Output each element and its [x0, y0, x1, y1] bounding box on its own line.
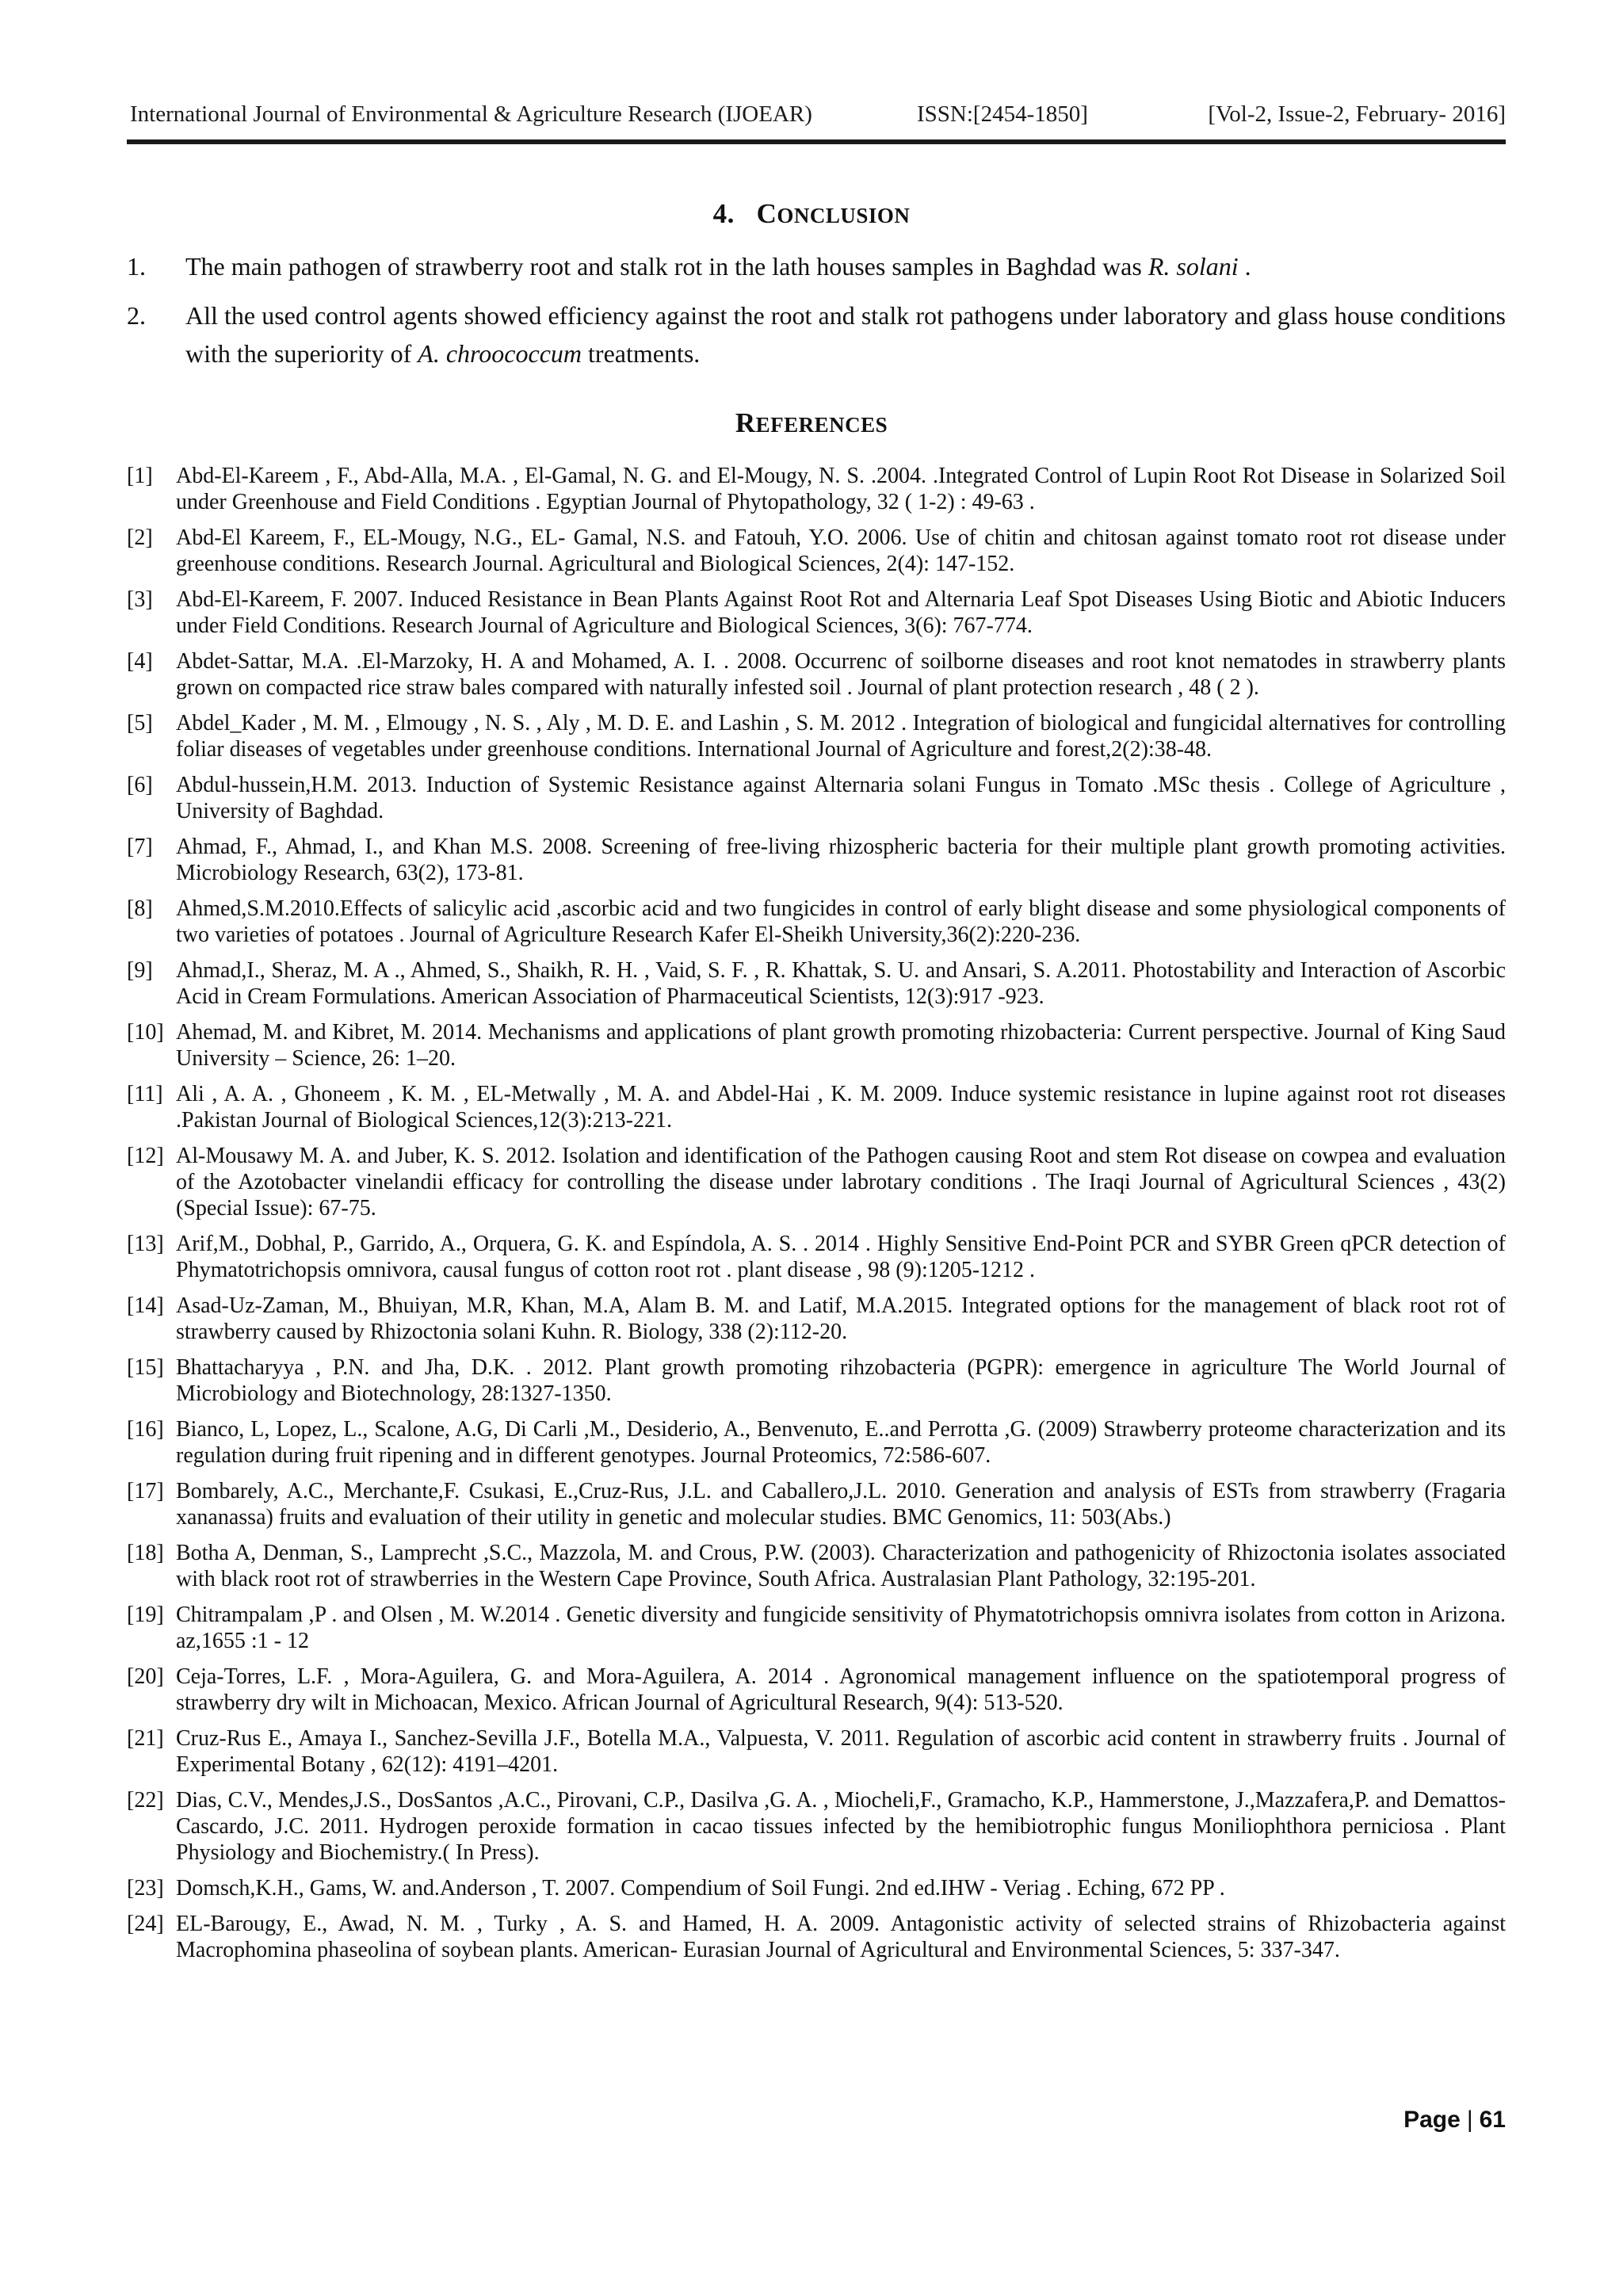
reference-number: [18] [127, 1541, 164, 1565]
reference-number: [3] [127, 587, 153, 612]
reference-text: Abd-El-Kareem , F., Abd-Alla, M.A. , El-Gamal, N. G. and El-Mougy, N. S. .2004. .Integrated Control of Lupin Root Rot Disease in Solarized Soil under Greenhouse and Field Conditions . Egyptian Journal of Phytopathology, 32 ( 1-2) : 49-63 . [176, 464, 1506, 514]
reference-number: [1] [127, 464, 153, 488]
page-number [1403, 2107, 1506, 2134]
reference-item [127, 1875, 1506, 1901]
reference-number: [21] [127, 1726, 164, 1751]
reference-number: [5] [127, 711, 153, 735]
reference-text: Ali , A. A. , Ghoneem , K. M. , EL-Metwally , M. A. and Abdel-Hai , K. M. 2009. Induce systemic resistance in lupine against root rot diseases .Pakistan Journal of Biological Sciences,12(3):213-221. [176, 1082, 1506, 1133]
reference-text: Abdel_Kader , M. M. , Elmougy , N. S. , Aly , M. D. E. and Lashin , S. M. 2012 . Integration of biological and fungicidal alternatives for controlling foliar diseases of vegetables under greenhouse conditions. International Journal of Agriculture and forest,2(2):38-48. [176, 711, 1506, 762]
reference-number: [4] [127, 649, 153, 674]
heading-initial: R [735, 407, 756, 438]
reference-item [127, 1416, 1506, 1469]
reference-number: [22] [127, 1788, 164, 1813]
reference-item [127, 896, 1506, 948]
heading-initial: C [756, 198, 777, 229]
reference-text: Chitrampalam ,P . and Olsen , M. W.2014 . Genetic diversity and fungicide sensitivity of Phymatotrichopsis omnivra isolates from cotton in Arizona. az,1655 :1 - 12 [176, 1603, 1506, 1653]
reference-number: [9] [127, 958, 153, 983]
reference-text: Bianco, L, Lopez, L., Scalone, A.G, Di Carli ,M., Desiderio, A., Benvenuto, E..and Perrotta ,G. (2009) Strawberry proteome characterization and its regulation during fruit ripening and in different genotypes. Journal Proteomics, 72:586-607. [176, 1417, 1506, 1468]
reference-item [127, 1540, 1506, 1592]
journal-issn: ISSN:[2454-1850] [917, 101, 1088, 127]
journal-volume: [Vol-2, Issue-2, February- 2016] [1208, 101, 1506, 127]
references-heading [0, 407, 1623, 439]
journal-name: International Journal of Environmental & Agriculture Research (IJOEAR) [130, 101, 812, 127]
reference-item [127, 1019, 1506, 1072]
conclusion-list [127, 247, 1506, 384]
reference-number: [2] [127, 525, 153, 550]
reference-text: Abdul-hussein,H.M. 2013. Induction of Systemic Resistance against Alternaria solani Fungus in Tomato .MSc thesis . College of Agriculture , University of Baghdad. [176, 773, 1506, 823]
reference-text: Ahmad, F., Ahmad, I., and Khan M.S. 2008. Screening of free-living rhizospheric bacteria for their multiple plant growth promoting activities. Microbiology Research, 63(2), 173-81. [176, 835, 1506, 885]
reference-item [127, 1081, 1506, 1133]
reference-item [127, 834, 1506, 886]
reference-number: [14] [127, 1293, 164, 1318]
reference-item [127, 1787, 1506, 1866]
reference-item [127, 586, 1506, 639]
reference-text: Abd-El Kareem, F., EL-Mougy, N.G., EL- Gamal, N.S. and Fatouh, Y.O. 2006. Use of chitin and chitosan against tomato root rot disease under greenhouse conditions. Research Journal. Agricultural and Biological Sciences, 2(4): 147-152. [176, 525, 1506, 576]
species-name: A. chroococcum [418, 339, 582, 368]
reference-number: [10] [127, 1020, 164, 1045]
reference-item [127, 1911, 1506, 1963]
reference-text: Bombarely, A.C., Merchante,F. Csukasi, E.,Cruz-Rus, J.L. and Caballero,J.L. 2010. Generation and analysis of ESTs from strawberry (Fragaria xananassa) fruits and evaluation of their utility in genetic and molecular studies. BMC Genomics, 11: 503(Abs.) [176, 1479, 1506, 1530]
reference-number: [19] [127, 1603, 164, 1627]
reference-item [127, 525, 1506, 577]
reference-number: [24] [127, 1912, 164, 1936]
reference-number: [13] [127, 1232, 164, 1256]
reference-number: [12] [127, 1144, 164, 1168]
text-part: The main pathogen of strawberry root and stalk rot in the lath houses samples in Baghdad was [185, 252, 1148, 281]
conclusion-item [127, 247, 1506, 285]
page-value: 61 [1479, 2107, 1506, 2133]
heading-rest: EFERENCES [755, 413, 888, 437]
reference-text: Abdet-Sattar, M.A. .El-Marzoky, H. A and Mohamed, A. I. . 2008. Occurrenc of soilborne diseases and root knot nematodes in strawberry plants grown on compacted rice straw bales compared with naturally infested soil . Journal of plant protection research , 48 ( 2 ). [176, 649, 1506, 700]
conclusion-item [127, 296, 1506, 372]
reference-number: [17] [127, 1479, 164, 1503]
reference-text: Bhattacharyya , P.N. and Jha, D.K. . 2012. Plant growth promoting rihzobacteria (PGPR): emergence in agriculture The World Journal of Microbiology and Biotechnology, 28:1327-1350. [176, 1355, 1506, 1406]
page-label: Page [1403, 2107, 1461, 2133]
reference-number: [23] [127, 1876, 164, 1901]
reference-text: Cruz-Rus E., Amaya I., Sanchez-Sevilla J.F., Botella M.A., Valpuesta, V. 2011. Regulation of ascorbic acid content in strawberry fruits . Journal of Experimental Botany , 62(12): 4191–4201. [176, 1726, 1506, 1777]
item-number: 2. [127, 301, 146, 330]
item-text [185, 247, 1506, 285]
text-part: . [1238, 252, 1251, 281]
heading-rest: ONCLUSION [777, 204, 911, 227]
reference-text: Dias, C.V., Mendes,J.S., DosSantos ,A.C., Pirovani, C.P., Dasilva ,G. A. , Miocheli,F., Gramacho, K.P., Hammerstone, J.,Mazzafera,P. and Demattos-Cascardo, J.C. 2011. Hydrogen peroxide formation in cacao tissues infected by the hemibiotrophic fungus Moniliophthora perniciosa . Plant Physiology and Biochemistry.( In Press). [176, 1788, 1506, 1865]
item-number: 1. [127, 252, 146, 281]
reference-item [127, 1602, 1506, 1654]
reference-item [127, 1143, 1506, 1221]
item-text [185, 296, 1506, 372]
reference-number: [20] [127, 1664, 164, 1689]
reference-text: Arif,M., Dobhal, P., Garrido, A., Orquera, G. K. and Espíndola, A. S. . 2014 . Highly Sensitive End-Point PCR and SYBR Green qPCR detection of Phymatotrichopsis omnivora, causal fungus of cotton root rot . plant disease , 98 (9):1205-1212 . [176, 1232, 1506, 1282]
reference-item [127, 1354, 1506, 1407]
text-part: treatments. [582, 339, 701, 368]
reference-text: Al-Mousawy M. A. and Juber, K. S. 2012. Isolation and identification of the Pathogen causing Root and stem Rot disease on cowpea and evaluation of the Azotobacter vinelandii efficacy for controlling the disease under labrotary conditions . The Iraqi Journal of Agricultural Sciences , 43(2) (Special Issue): 67-75. [176, 1144, 1506, 1221]
reference-text: Ahmed,S.M.2010.Effects of salicylic acid ,ascorbic acid and two fungicides in control of early blight disease and some physiological components of two varieties of potatoes . Journal of Agriculture Research Kafer El-Sheikh University,36(2):220-236. [176, 896, 1506, 947]
reference-text: Ahmad,I., Sheraz, M. A ., Ahmed, S., Shaikh, R. H. , Vaid, S. F. , R. Khattak, S. U. and Ansari, S. A.2011. Photostability and Interaction of Ascorbic Acid in Cream Formulations. American Association of Pharmaceutical Scientists, 12(3):917 -923. [176, 958, 1506, 1009]
reference-number: [16] [127, 1417, 164, 1442]
reference-list [127, 463, 1506, 1973]
reference-item [127, 1293, 1506, 1345]
reference-item [127, 463, 1506, 515]
reference-item [127, 1231, 1506, 1283]
reference-item [127, 648, 1506, 701]
reference-text: Abd-El-Kareem, F. 2007. Induced Resistance in Bean Plants Against Root Rot and Alternaria Leaf Spot Diseases Using Biotic and Abiotic Inducers under Field Conditions. Research Journal of Agriculture and Biological Sciences, 3(6): 767-774. [176, 587, 1506, 638]
species-name: R. solani [1148, 252, 1239, 281]
reference-item [127, 710, 1506, 762]
reference-item [127, 1725, 1506, 1778]
reference-number: [15] [127, 1355, 164, 1380]
reference-number: [6] [127, 773, 153, 797]
reference-text: EL-Barougy, E., Awad, N. M. , Turky , A. S. and Hamed, H. A. 2009. Antagonistic activity of selected strains of Rhizobacteria against Macrophomina phaseolina of soybean plants. American- Eurasian Journal of Agricultural and Environmental Sciences, 5: 337-347. [176, 1912, 1506, 1962]
reference-item [127, 957, 1506, 1010]
reference-number: [8] [127, 896, 153, 921]
running-header [127, 98, 1506, 144]
reference-item [127, 772, 1506, 824]
conclusion-heading [0, 198, 1623, 230]
reference-text: Botha A, Denman, S., Lamprecht ,S.C., Mazzola, M. and Crous, P.W. (2003). Characterization and pathogenicity of Rhizoctonia isolates associated with black root rot of strawberries in the Western Cape Province, South Africa. Australasian Plant Pathology, 32:195-201. [176, 1541, 1506, 1591]
reference-number: [7] [127, 835, 153, 859]
reference-item [127, 1664, 1506, 1716]
reference-text: Domsch,K.H., Gams, W. and.Anderson , T. 2007. Compendium of Soil Fungi. 2nd ed.IHW - Veriag . Eching, 672 PP . [176, 1876, 1225, 1901]
reference-item [127, 1478, 1506, 1530]
reference-text: Ceja-Torres, L.F. , Mora-Aguilera, G. and Mora-Aguilera, A. 2014 . Agronomical management influence on the spatiotemporal progress of strawberry dry wilt in Michoacan, Mexico. African Journal of Agricultural Research, 9(4): 513-520. [176, 1664, 1506, 1715]
reference-number: [11] [127, 1082, 163, 1106]
reference-text: Asad-Uz-Zaman, M., Bhuiyan, M.R, Khan, M.A, Alam B. M. and Latif, M.A.2015. Integrated options for the management of black root rot of strawberry caused by Rhizoctonia solani Kuhn. R. Biology, 338 (2):112-20. [176, 1293, 1506, 1344]
text-part: All the used control agents showed efficiency against the root and stalk rot pathogens under laboratory and glass house conditions with the superiority of [185, 301, 1506, 368]
section-number: 4. [712, 198, 735, 229]
page-separator: | [1466, 2107, 1473, 2133]
reference-text: Ahemad, M. and Kibret, M. 2014. Mechanisms and applications of plant growth promoting rhizobacteria: Current perspective. Journal of King Saud University – Science, 26: 1–20. [176, 1020, 1506, 1071]
